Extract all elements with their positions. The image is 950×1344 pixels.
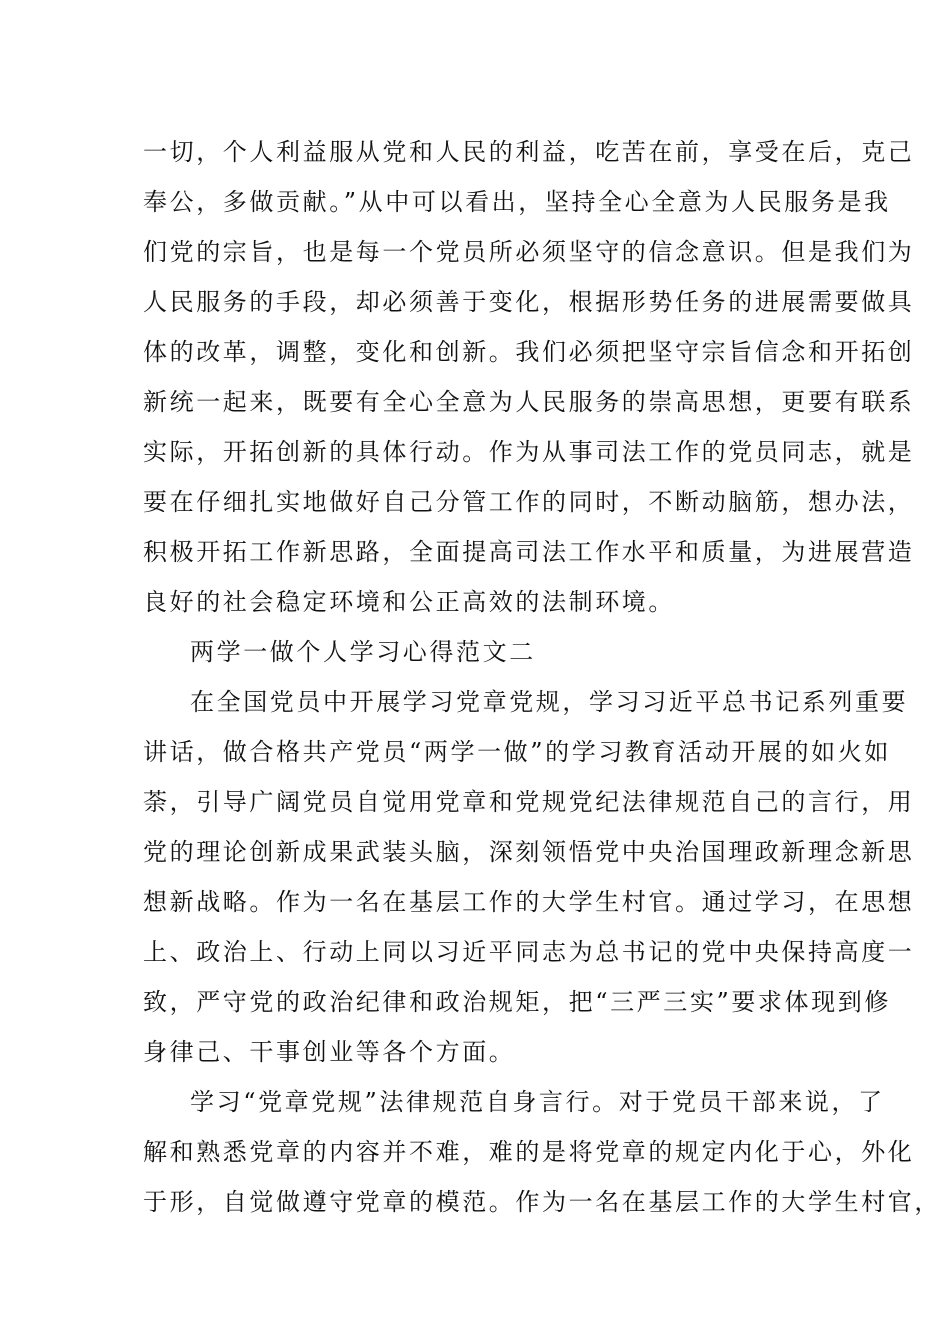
text-line: 上、政治上、行动上同以习近平同志为总书记的党中央保持高度一 (143, 938, 915, 966)
text-line: 解和熟悉党章的内容并不难，难的是将党章的规定内化于心，外化 (143, 1138, 915, 1166)
text-line: 学习“党章党规”法律规范自身言行。对于党员干部来说，了 (190, 1088, 885, 1116)
text-line: 人民服务的手段，却必须善于变化，根据形势任务的进展需要做具 (143, 288, 915, 316)
text-line: 良好的社会稳定环境和公正高效的法制环境。 (143, 588, 675, 616)
text-line: 想新战略。作为一名在基层工作的大学生村官。通过学习，在思想 (143, 888, 915, 916)
text-line: 实际，开拓创新的具体行动。作为从事司法工作的党员同志，就是 (143, 438, 915, 466)
text-line: 讲话，做合格共产党员“两学一做”的学习教育活动开展的如火如 (143, 738, 891, 766)
text-line: 于形，自觉做遵守党章的模范。作为一名在基层工作的大学生村官， (143, 1188, 941, 1216)
text-line: 积极开拓工作新思路，全面提高司法工作水平和质量，为进展营造 (143, 538, 915, 566)
text-line: 们党的宗旨，也是每一个党员所必须坚守的信念意识。但是我们为 (143, 238, 915, 266)
section-heading: 两学一做个人学习心得范文二 (190, 638, 536, 666)
text-line: 体的改革，调整，变化和创新。我们必须把坚守宗旨信念和开拓创 (143, 338, 915, 366)
text-line: 要在仔细扎实地做好自己分管工作的同时，不断动脑筋，想办法， (143, 488, 915, 516)
text-line: 一切，个人利益服从党和人民的利益，吃苦在前，享受在后，克己 (143, 138, 915, 166)
text-line: 新统一起来，既要有全心全意为人民服务的崇高思想，更要有联系 (143, 388, 915, 416)
text-line: 在全国党员中开展学习党章党规，学习习近平总书记系列重要 (190, 688, 909, 716)
text-line: 致，严守党的政治纪律和政治规矩，把“三严三实”要求体现到修 (143, 988, 891, 1016)
text-line: 荼，引导广阔党员自觉用党章和党规党纪法律规范自己的言行，用 (143, 788, 915, 816)
text-line: 奉公，多做贡献。”从中可以看出，坚持全心全意为人民服务是我 (143, 188, 891, 216)
text-line: 身律己、干事创业等各个方面。 (143, 1038, 516, 1066)
text-line: 党的理论创新成果武装头脑，深刻领悟党中央治国理政新理念新思 (143, 838, 915, 866)
